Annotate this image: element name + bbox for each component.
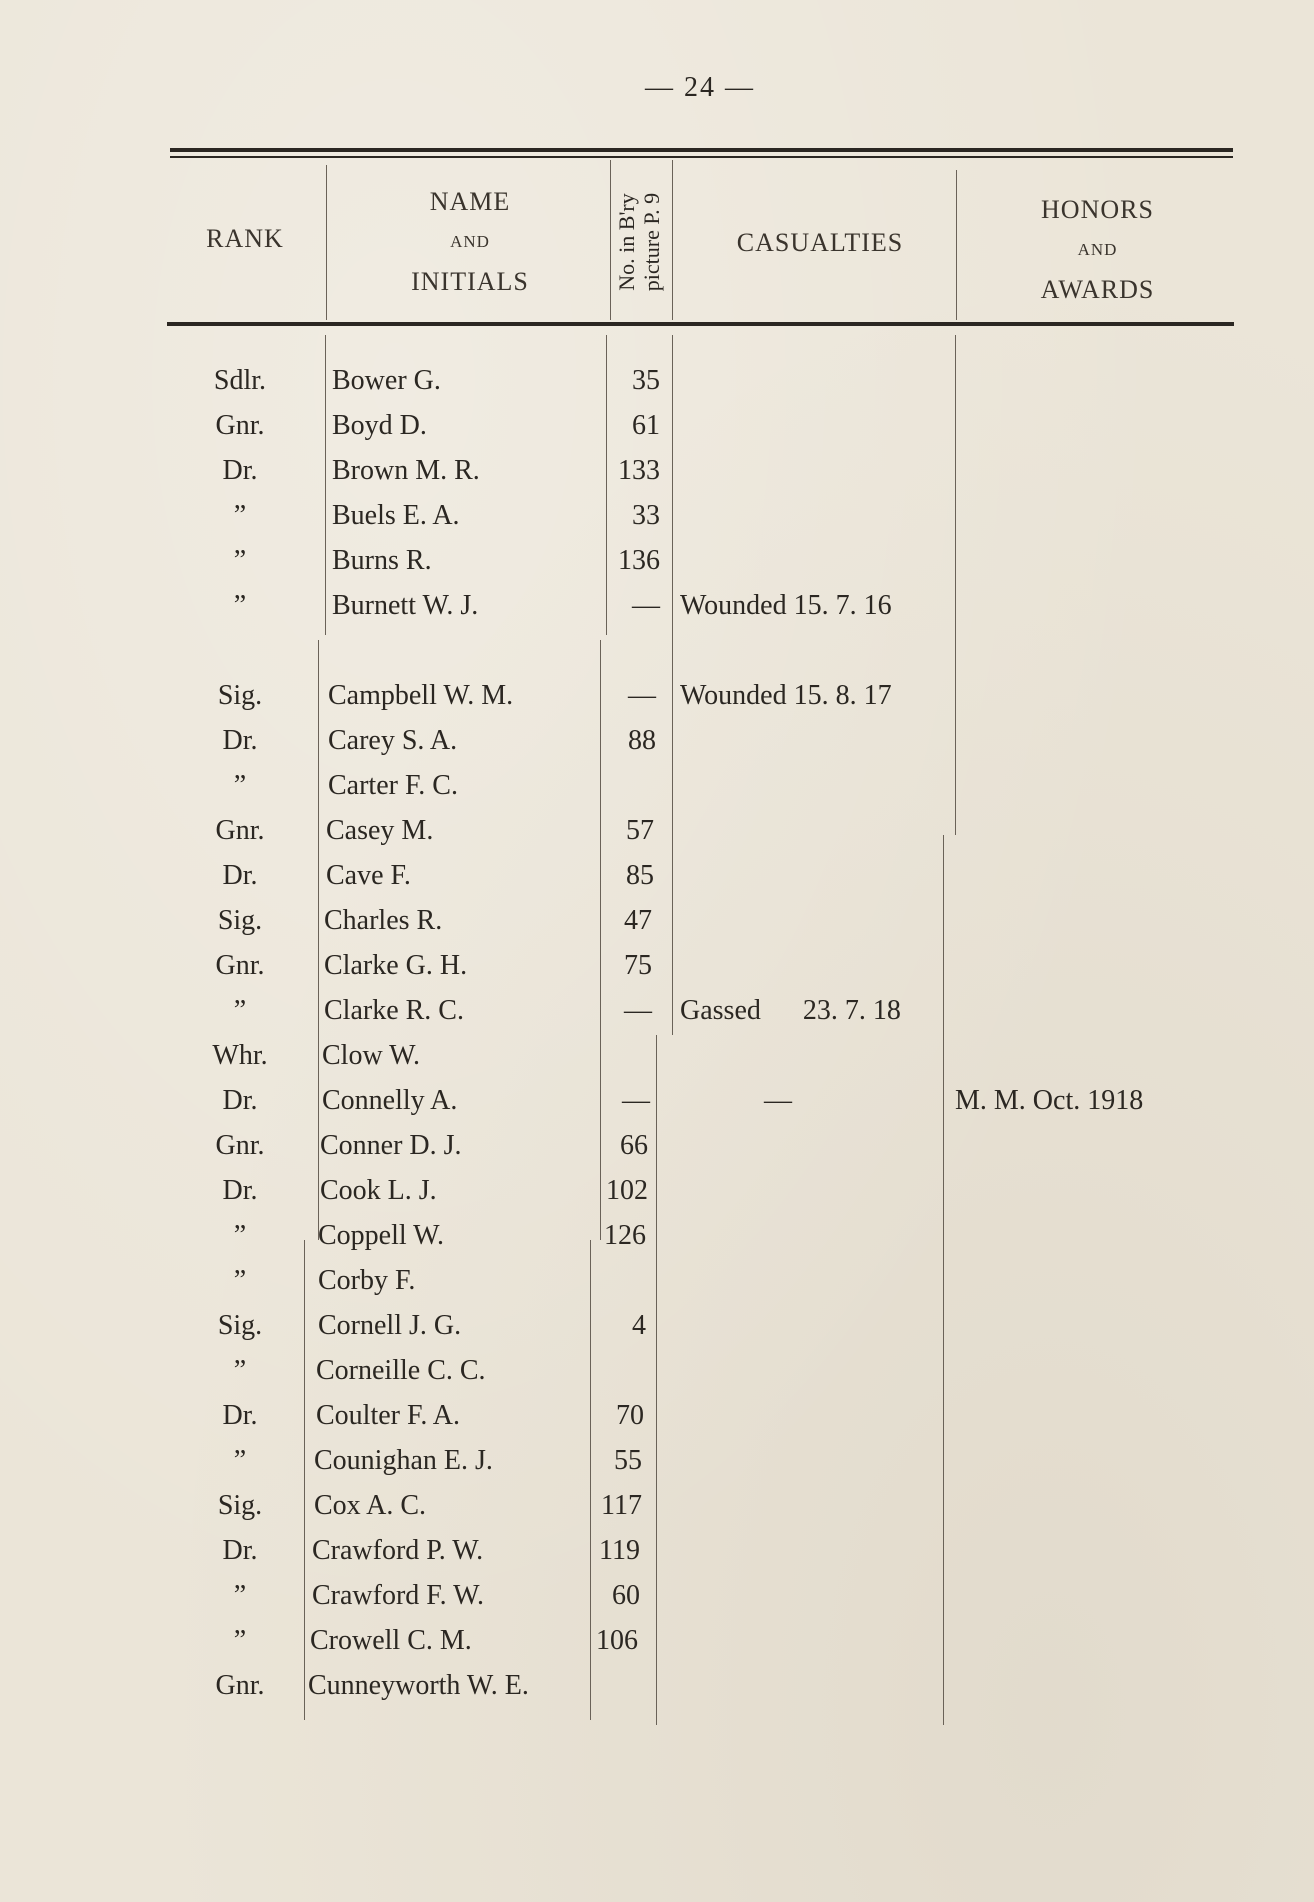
rank-cell: Dr. — [222, 1535, 258, 1566]
table-row — [0, 1355, 1314, 1395]
rank-cell: ” — [233, 500, 247, 531]
table-row — [0, 1670, 1314, 1710]
number-cell: 133 — [618, 455, 660, 486]
header-rule — [167, 322, 1234, 326]
name-cell: Brown M. R. — [332, 455, 480, 486]
rank-cell: ” — [233, 995, 247, 1026]
rank-cell: Sig. — [217, 1490, 263, 1521]
number-cell: 55 — [614, 1445, 642, 1476]
honor-cell: M. M. Oct. 1918 — [955, 1085, 1144, 1116]
top-rule — [170, 148, 1233, 152]
number-cell: — — [628, 680, 656, 711]
table-row — [0, 1445, 1314, 1485]
table-row — [0, 815, 1314, 855]
top-rule-thin — [170, 156, 1233, 158]
number-cell: 88 — [628, 725, 656, 756]
name-cell: Buels E. A. — [332, 500, 460, 531]
rank-cell: Dr. — [222, 1175, 258, 1206]
name-cell: Burnett W. J. — [332, 590, 479, 621]
table-row — [0, 1400, 1314, 1440]
name-cell: Casey M. — [326, 815, 434, 846]
number-cell: 102 — [606, 1175, 648, 1206]
number-cell: 136 — [618, 545, 660, 576]
table-row — [0, 590, 1314, 630]
table-row — [0, 1040, 1314, 1080]
rank-cell: Gnr. — [215, 1130, 265, 1161]
name-cell: Counighan E. J. — [314, 1445, 493, 1476]
number-cell: — — [632, 590, 660, 621]
name-cell: Cave F. — [326, 860, 411, 891]
table-row — [0, 770, 1314, 810]
table-row — [0, 455, 1314, 495]
casualty-cell: — — [680, 1085, 792, 1116]
header-honors-line3: AWARDS — [1040, 275, 1155, 304]
rank-cell: ” — [233, 590, 247, 621]
table-row — [0, 680, 1314, 720]
page-number: — 24 — — [645, 72, 755, 103]
table-row — [0, 1580, 1314, 1620]
rank-cell: Sig. — [217, 680, 263, 711]
casualty-cell: Wounded 15. 8. 17 — [680, 680, 892, 711]
header-honors-line2: AND — [1077, 240, 1118, 259]
rank-cell: Sdlr. — [213, 365, 267, 396]
number-cell: 126 — [604, 1220, 646, 1251]
table-row — [0, 1490, 1314, 1530]
table-row — [0, 1265, 1314, 1305]
rank-cell: ” — [233, 545, 247, 576]
name-cell: Carter F. C. — [328, 770, 458, 801]
name-cell: Coulter F. A. — [316, 1400, 460, 1431]
table-row — [0, 365, 1314, 405]
number-cell: 85 — [626, 860, 654, 891]
table-row — [0, 410, 1314, 450]
number-cell: 61 — [632, 410, 660, 441]
number-cell: 66 — [620, 1130, 648, 1161]
rank-cell: Sig. — [217, 905, 263, 936]
name-cell: Coppell W. — [318, 1220, 445, 1251]
rank-cell: Whr. — [212, 1040, 268, 1071]
number-cell: — — [624, 995, 652, 1026]
number-cell: 33 — [632, 500, 660, 531]
rank-cell: ” — [233, 1355, 247, 1386]
column-divider — [326, 165, 327, 320]
name-cell: Cox A. C. — [314, 1490, 427, 1521]
rank-cell: Gnr. — [215, 815, 265, 846]
name-cell: Crawford P. W. — [312, 1535, 484, 1566]
table-row — [0, 545, 1314, 585]
name-cell: Clarke R. C. — [324, 995, 464, 1026]
header-casualties: CASUALTIES — [736, 228, 904, 257]
name-cell: Charles R. — [324, 905, 443, 936]
name-cell: Carey S. A. — [328, 725, 458, 756]
number-cell: — — [622, 1085, 650, 1116]
rank-cell: ” — [233, 1265, 247, 1296]
table-row — [0, 725, 1314, 765]
header-honors-line1: HONORS — [1041, 195, 1154, 224]
table-row — [0, 1535, 1314, 1575]
number-cell: 47 — [624, 905, 652, 936]
number-cell: 106 — [596, 1625, 638, 1656]
header-rank: RANK — [206, 224, 284, 253]
rank-cell: Dr. — [222, 860, 258, 891]
number-cell: 4 — [632, 1310, 646, 1341]
header-name — [330, 182, 610, 302]
name-cell: Campbell W. M. — [328, 680, 514, 711]
name-cell: Crowell C. M. — [310, 1625, 472, 1656]
number-cell: 119 — [599, 1535, 640, 1566]
rank-cell: ” — [233, 1580, 247, 1611]
rank-cell: Dr. — [222, 1085, 258, 1116]
header-name-line3: INITIALS — [411, 267, 529, 296]
table-row — [0, 950, 1314, 990]
casualty-cell: Gassed 23. 7. 18 — [680, 995, 901, 1026]
header-name-line1: NAME — [429, 187, 511, 216]
table-row — [0, 860, 1314, 900]
number-cell: 75 — [624, 950, 652, 981]
table-row — [0, 1085, 1314, 1125]
name-cell: Burns R. — [332, 545, 432, 576]
name-cell: Clarke G. H. — [324, 950, 468, 981]
header-number-line2: picture P. 9 — [639, 192, 664, 292]
rank-cell: Gnr. — [215, 950, 265, 981]
header-number — [604, 162, 674, 322]
rank-cell: Dr. — [222, 1400, 258, 1431]
rank-cell: ” — [233, 1220, 247, 1251]
name-cell: Corby F. — [318, 1265, 416, 1296]
table-row — [0, 1175, 1314, 1215]
number-cell: 117 — [601, 1490, 642, 1521]
name-cell: Cook L. J. — [320, 1175, 437, 1206]
name-cell: Connelly A. — [322, 1085, 458, 1116]
name-cell: Crawford F. W. — [312, 1580, 484, 1611]
rank-cell: ” — [233, 1445, 247, 1476]
header-name-line2: AND — [450, 232, 490, 251]
table-row — [0, 1625, 1314, 1665]
name-cell: Cunneyworth W. E. — [308, 1670, 529, 1701]
rank-cell: ” — [233, 770, 247, 801]
header-honors — [960, 190, 1235, 310]
number-cell: 35 — [632, 365, 660, 396]
number-cell: 60 — [612, 1580, 640, 1611]
name-cell: Corneille C. C. — [316, 1355, 486, 1386]
rank-cell: Dr. — [222, 725, 258, 756]
number-cell: 70 — [616, 1400, 644, 1431]
header-number-line1: No. in B'ry — [614, 193, 639, 291]
table-row — [0, 905, 1314, 945]
table-row — [0, 500, 1314, 540]
name-cell: Clow W. — [322, 1040, 421, 1071]
rank-cell: Gnr. — [215, 1670, 265, 1701]
name-cell: Conner D. J. — [320, 1130, 462, 1161]
rank-cell: Gnr. — [215, 410, 265, 441]
table-row — [0, 1310, 1314, 1350]
table-row — [0, 1130, 1314, 1170]
name-cell: Boyd D. — [332, 410, 427, 441]
rank-cell: Sig. — [217, 1310, 263, 1341]
table-row — [0, 995, 1314, 1035]
name-cell: Cornell J. G. — [318, 1310, 462, 1341]
number-cell: 57 — [626, 815, 654, 846]
casualty-cell: Wounded 15. 7. 16 — [680, 590, 892, 621]
table-row — [0, 1220, 1314, 1260]
rank-cell: Dr. — [222, 455, 258, 486]
name-cell: Bower G. — [332, 365, 441, 396]
rank-cell: ” — [233, 1625, 247, 1656]
